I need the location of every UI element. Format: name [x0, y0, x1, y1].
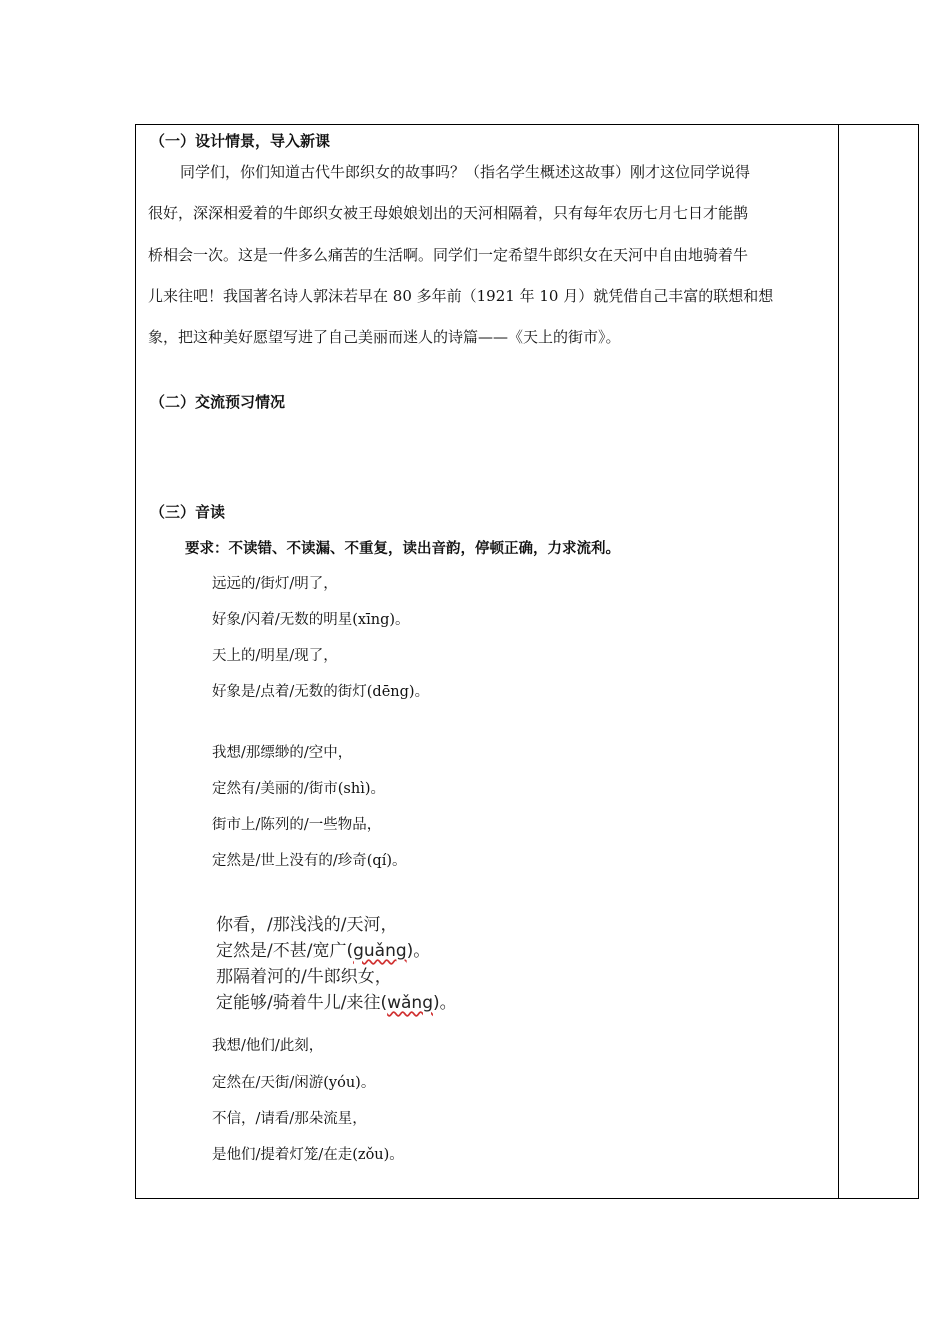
poem-line: 街市上/陈列的/一些物品，: [212, 817, 382, 833]
poem-line: 是他们/提着灯笼/在走(zǒu)。: [212, 1147, 404, 1163]
poem-line: 定然有/美丽的/街市(shì)。: [212, 781, 386, 797]
poem-line: 好象是/点着/无数的街灯(dēng)。: [212, 684, 430, 700]
scanned-poem-line: 那隔着河的/牛郎织女，: [216, 967, 392, 987]
section2-heading: （二）交流预习情况: [150, 393, 286, 411]
lesson-table: [135, 124, 919, 1199]
pinyin-wang: wǎng: [387, 993, 433, 1013]
scanned-poem-line: 定能够/骑着牛儿/来往(wǎng)。: [216, 993, 457, 1013]
section1-heading: （一）设计情景，导入新课: [150, 132, 331, 150]
poem-line: 天上的/明星/现了，: [212, 648, 338, 664]
poem-line: 我想/那缥缈的/空中，: [212, 745, 353, 761]
section3-heading: （三）音读: [150, 503, 226, 521]
section1-line-5: 象，把这种美好愿望写进了自己美丽而迷人的诗篇——《天上的街市》。: [148, 328, 621, 346]
reading-requirement: 要求：不读错、不读漏、不重复，读出音韵，停顿正确，力求流利。: [185, 540, 620, 557]
scanned-poem-line: 定然是/不甚/宽广(guǎng)。: [216, 941, 431, 961]
poem-line: 定然是/世上没有的/珍奇(qí)。: [212, 853, 407, 869]
section1-line-3: 桥相会一次。这是一件多么痛苦的生活啊。同学们一定希望牛郎织女在天河中自由地骑着牛: [148, 246, 749, 264]
poem-line: 定然在/天街/闲游(yóu)。: [212, 1075, 376, 1091]
column-divider: [838, 125, 839, 1198]
poem-line: 我想/他们/此刻，: [212, 1038, 324, 1054]
scanned-poem-line: 你看，/那浅浅的/天河，: [216, 915, 398, 935]
poem-line: 不信，/请看/那朵流星，: [212, 1111, 367, 1127]
section1-line-4: 儿来往吧！我国著名诗人郭沫若早在 80 多年前（1921 年 10 月）就凭借自己丰富的联想和想: [148, 287, 774, 305]
poem-line: 远远的/街灯/明了，: [212, 576, 338, 592]
lesson-content-cell: [136, 125, 838, 1198]
section1-line-1: 同学们，你们知道古代牛郎织女的故事吗？（指名学生概述这故事）刚才这位同学说得: [180, 163, 751, 181]
poem-line: 好象/闪着/无数的明星(xīng)。: [212, 612, 410, 628]
pinyin-guang: guǎng: [353, 941, 407, 961]
section1-line-2: 很好，深深相爱着的牛郎织女被王母娘娘划出的天河相隔着，只有每年农历七月七日才能鹊: [148, 204, 749, 222]
